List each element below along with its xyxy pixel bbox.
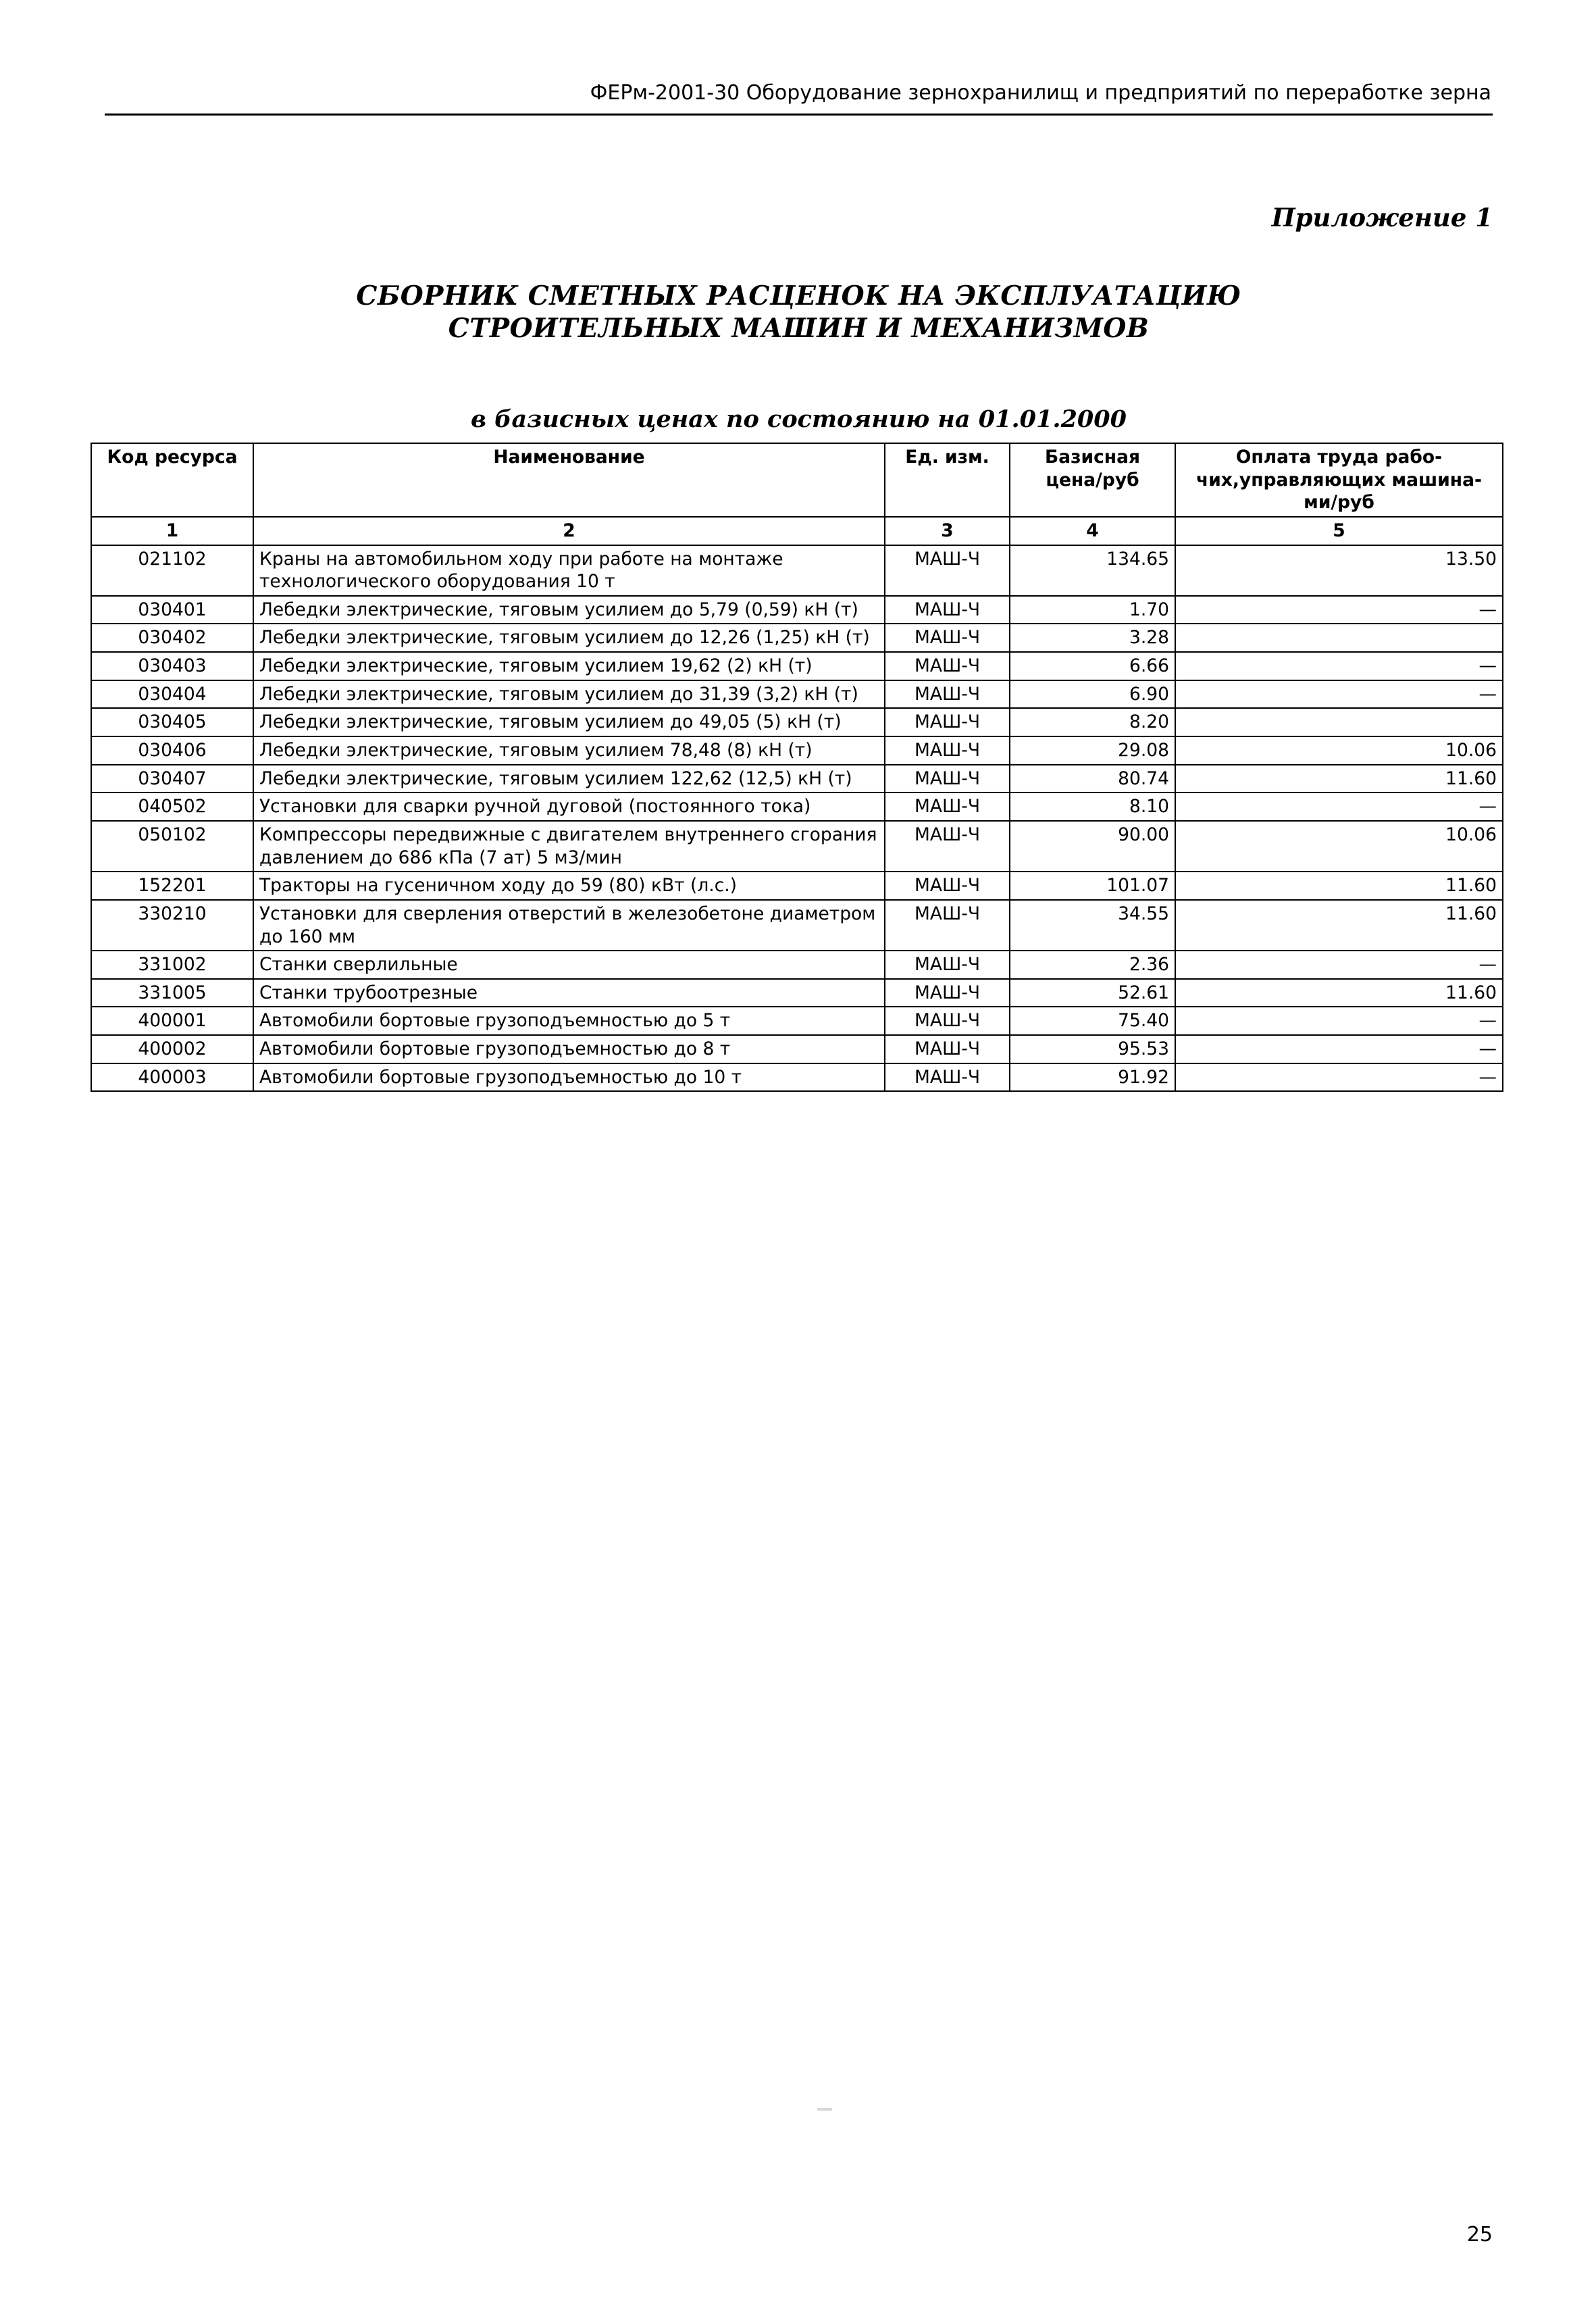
table-row [91,1035,1503,1063]
cell-code: 331002 [91,951,253,979]
cell-code: 152201 [91,872,253,900]
colnum-2: 2 [253,517,885,545]
cell-pay: — [1175,1063,1503,1092]
appendix-label: Приложение 1 [1271,203,1493,232]
cell-name: Лебедки электрические, тяговым усилием до 49,05 (5) кН (т) [253,708,885,736]
cell-unit: МАШ-Ч [885,872,1010,900]
cell-name: Установки для сварки ручной дуговой (постоянного тока) [253,793,885,821]
cell-name: Автомобили бортовые грузоподъемностью до 10 т [253,1063,885,1092]
table-row [91,1007,1503,1035]
cell-pay: — [1175,1035,1503,1063]
cell-name: Лебедки электрические, тяговым усилием 122,62 (12,5) кН (т) [253,765,885,793]
cell-price: 6.90 [1010,680,1175,709]
cell-unit: МАШ-Ч [885,793,1010,821]
cell-code: 030407 [91,765,253,793]
cell-price: 52.61 [1010,979,1175,1007]
cell-name: Автомобили бортовые грузоподъемностью до 8 т [253,1035,885,1063]
colnum-1: 1 [91,517,253,545]
cell-pay: 13.50 [1175,545,1503,596]
table-row [91,1063,1503,1092]
cell-pay: 10.06 [1175,821,1503,872]
colnum-4: 4 [1010,517,1175,545]
table-row [91,736,1503,765]
cell-name: Лебедки электрические, тяговым усилием до 12,26 (1,25) кН (т) [253,624,885,652]
cell-code: 030401 [91,596,253,624]
cell-code: 331005 [91,979,253,1007]
header-divider [105,114,1493,116]
cell-price: 101.07 [1010,872,1175,900]
header-price: Базисная цена/руб [1010,443,1175,517]
cell-unit: МАШ-Ч [885,951,1010,979]
table-row [91,708,1503,736]
cell-price: 3.28 [1010,624,1175,652]
header-code: Код ресурса [91,443,253,517]
page-artifact [817,2108,832,2111]
cell-unit: МАШ-Ч [885,900,1010,951]
cell-code: 040502 [91,793,253,821]
table-header-row [91,443,1503,517]
cell-unit: МАШ-Ч [885,1007,1010,1035]
cell-price: 134.65 [1010,545,1175,596]
header-pay: Оплата труда рабо-чих,управляющих машина-ми/руб [1175,443,1503,517]
cell-name: Компрессоры передвижные с двигателем внутреннего сгорания давлением до 686 кПа (7 ат) 5 м3/мин [253,821,885,872]
cell-unit: МАШ-Ч [885,1035,1010,1063]
cell-code: 330210 [91,900,253,951]
cell-code: 400002 [91,1035,253,1063]
cell-pay: 10.06 [1175,736,1503,765]
table-row [91,821,1503,872]
running-title: ФЕРм-2001-30 Оборудование зернохранилищ и предприятий по переработке зерна [590,81,1491,105]
table-row [91,652,1503,680]
header-unit: Ед. изм. [885,443,1010,517]
cell-price: 91.92 [1010,1063,1175,1092]
cell-price: 80.74 [1010,765,1175,793]
cell-price: 95.53 [1010,1035,1175,1063]
cell-unit: МАШ-Ч [885,680,1010,709]
cell-price: 34.55 [1010,900,1175,951]
rates-table [91,443,1503,1092]
cell-price: 2.36 [1010,951,1175,979]
cell-name: Краны на автомобильном ходу при работе на монтаже технологического оборудования 10 т [253,545,885,596]
table-row [91,596,1503,624]
table-head [91,443,1503,517]
table-row [91,793,1503,821]
cell-code: 030403 [91,652,253,680]
cell-pay: 11.60 [1175,979,1503,1007]
cell-unit: МАШ-Ч [885,624,1010,652]
cell-price: 6.66 [1010,652,1175,680]
cell-unit: МАШ-Ч [885,979,1010,1007]
table-row [91,979,1503,1007]
table-row [91,624,1503,652]
cell-unit: МАШ-Ч [885,652,1010,680]
cell-name: Лебедки электрические, тяговым усилием 19,62 (2) кН (т) [253,652,885,680]
cell-price: 29.08 [1010,736,1175,765]
cell-code: 400001 [91,1007,253,1035]
cell-name: Станки сверлильные [253,951,885,979]
cell-price: 8.10 [1010,793,1175,821]
table-row [91,951,1503,979]
cell-price: 90.00 [1010,821,1175,872]
cell-unit: МАШ-Ч [885,1063,1010,1092]
cell-unit: МАШ-Ч [885,545,1010,596]
cell-price: 1.70 [1010,596,1175,624]
document-title [105,280,1493,345]
cell-price: 75.40 [1010,1007,1175,1035]
cell-name: Лебедки электрические, тяговым усилием 78,48 (8) кН (т) [253,736,885,765]
cell-pay: — [1175,1007,1503,1035]
cell-pay: — [1175,596,1503,624]
table-body [91,517,1503,1091]
cell-price: 8.20 [1010,708,1175,736]
table-row [91,680,1503,709]
cell-pay: — [1175,793,1503,821]
table-row [91,900,1503,951]
title-line-2: СТРОИТЕЛЬНЫХ МАШИН И МЕХАНИЗМОВ [448,312,1150,344]
cell-pay [1175,708,1503,736]
colnum-5: 5 [1175,517,1503,545]
cell-pay: 11.60 [1175,872,1503,900]
cell-pay: 11.60 [1175,900,1503,951]
cell-unit: МАШ-Ч [885,765,1010,793]
cell-name: Установки для сверления отверстий в железобетоне диаметром до 160 мм [253,900,885,951]
cell-code: 400003 [91,1063,253,1092]
cell-name: Лебедки электрические, тяговым усилием до 5,79 (0,59) кН (т) [253,596,885,624]
cell-pay: — [1175,652,1503,680]
cell-unit: МАШ-Ч [885,821,1010,872]
column-number-row [91,517,1503,545]
header-name: Наименование [253,443,885,517]
page-header [105,81,1493,116]
table-row [91,545,1503,596]
cell-code: 030402 [91,624,253,652]
cell-unit: МАШ-Ч [885,596,1010,624]
cell-name: Тракторы на гусеничном ходу до 59 (80) кВт (л.с.) [253,872,885,900]
cell-code: 021102 [91,545,253,596]
cell-name: Автомобили бортовые грузоподъемностью до 5 т [253,1007,885,1035]
cell-unit: МАШ-Ч [885,708,1010,736]
cell-pay [1175,624,1503,652]
colnum-3: 3 [885,517,1010,545]
title-line-1: СБОРНИК СМЕТНЫХ РАСЦЕНОК НА ЭКСПЛУАТАЦИЮ [356,280,1241,311]
table-row [91,872,1503,900]
cell-code: 030405 [91,708,253,736]
table-row [91,765,1503,793]
cell-pay: 11.60 [1175,765,1503,793]
cell-name: Станки трубоотрезные [253,979,885,1007]
cell-unit: МАШ-Ч [885,736,1010,765]
cell-name: Лебедки электрические, тяговым усилием до 31,39 (3,2) кН (т) [253,680,885,709]
cell-code: 030406 [91,736,253,765]
page-number: 25 [1466,2223,1493,2246]
cell-pay: — [1175,951,1503,979]
cell-code: 050102 [91,821,253,872]
cell-code: 030404 [91,680,253,709]
cell-pay: — [1175,680,1503,709]
document-subtitle: в базисных ценах по состоянию на 01.01.2000 [471,405,1127,433]
